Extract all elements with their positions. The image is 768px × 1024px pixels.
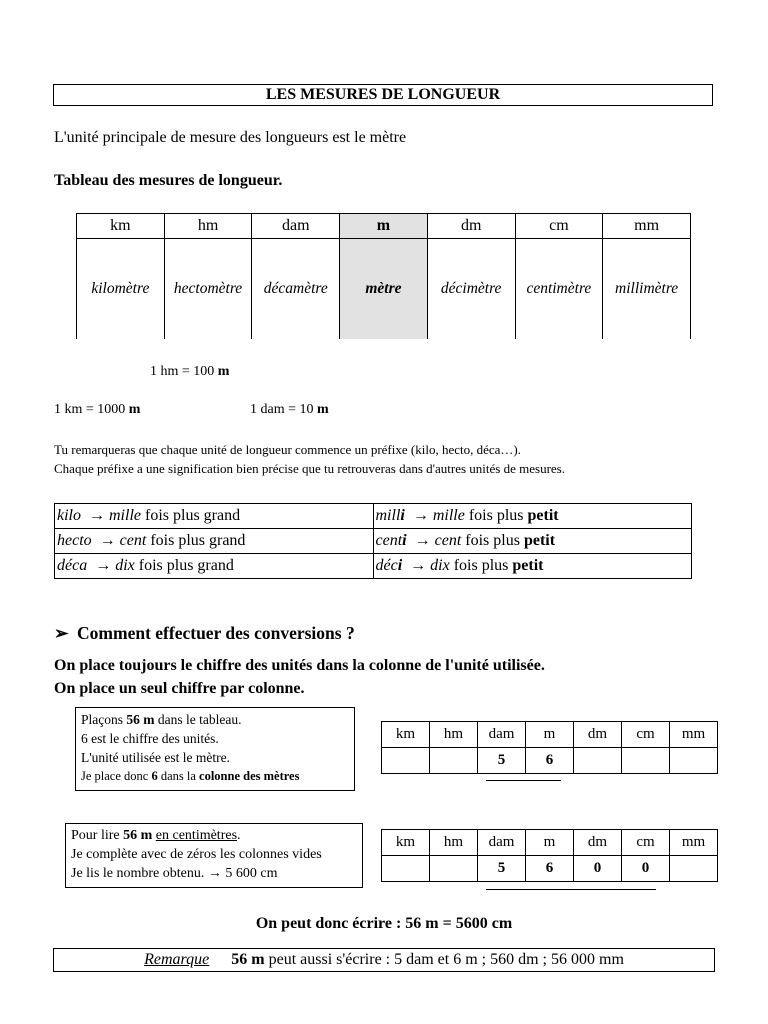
text-bold: 6 xyxy=(151,769,158,783)
unit-header: km xyxy=(382,830,430,856)
equality-unit: m xyxy=(317,402,329,417)
prefix-meaning: cent xyxy=(434,532,462,549)
conversion-header-row xyxy=(382,830,718,856)
digit-cell: 5 xyxy=(478,856,526,882)
prefix: kilo xyxy=(57,507,81,524)
conversion-table-2 xyxy=(381,829,718,882)
digit-cell: 5 xyxy=(478,748,526,774)
arrow-icon: → xyxy=(89,507,105,524)
unit-header: dam xyxy=(478,722,526,748)
box2-line3: Je lis le nombre obtenu. → 5 600 cm xyxy=(71,866,278,881)
unit-abbr: cm xyxy=(515,214,603,239)
text-bold: colonne des mètres xyxy=(199,769,300,783)
prefix-meaning: mille xyxy=(109,507,141,524)
digit-cell: 0 xyxy=(622,856,670,882)
unit-header: hm xyxy=(430,830,478,856)
conversion-heading xyxy=(54,623,355,644)
prefix-suffix: i xyxy=(397,557,403,574)
unit-header: cm xyxy=(622,830,670,856)
equality-text: 1 hm = 100 xyxy=(150,364,218,379)
unit-name: kilomètre xyxy=(77,239,165,340)
example-box-2 xyxy=(65,823,363,888)
digit-cell xyxy=(670,748,718,774)
digit-cell xyxy=(382,856,430,882)
prefix: mill xyxy=(375,507,401,524)
underline-1 xyxy=(486,780,561,781)
text-bold: 56 m xyxy=(123,828,153,843)
box1-line3: L'unité utilisée est le mètre. xyxy=(81,750,231,765)
conversion-value-row xyxy=(382,748,718,774)
text: dans la xyxy=(157,769,200,783)
box1-line1 xyxy=(81,710,349,729)
prefix-bold: petit xyxy=(527,507,559,524)
digit-cell xyxy=(382,748,430,774)
prefix-suffix: i xyxy=(402,532,407,549)
equality-km xyxy=(54,402,140,418)
unit-abbr: hm xyxy=(164,214,252,239)
digit-cell xyxy=(622,748,670,774)
box2-line2: Je complète avec de zéros les colonnes vides xyxy=(71,847,322,862)
prefix-cell xyxy=(373,529,692,554)
conversion-rule-1: On place toujours le chiffre des unités dans la colonne de l'unité utilisée. xyxy=(54,657,545,674)
remark-box xyxy=(53,948,715,972)
unit-abbr: dam xyxy=(252,214,340,239)
box2-line1 xyxy=(71,826,357,845)
remark-label: Remarque xyxy=(144,951,210,968)
intro-text: L'unité principale de mesure des longueurs est le mètre xyxy=(54,129,407,146)
table-heading: Tableau des mesures de longueur. xyxy=(54,172,283,189)
unit-name: décimètre xyxy=(427,239,515,340)
digit-cell: 6 xyxy=(526,748,574,774)
prefix-text: fois plus grand xyxy=(141,507,241,524)
text: dans le tableau. xyxy=(154,712,242,727)
unit-header: dm xyxy=(574,830,622,856)
conversion-table-1 xyxy=(381,721,718,774)
unit-header: m xyxy=(526,830,574,856)
prefix-cell xyxy=(55,529,374,554)
prefix-row xyxy=(55,529,692,554)
prefix-meaning: dix xyxy=(430,557,450,574)
prefix-note-line1: Tu remarqueras que chaque unité de longueur commence un préfixe (kilo, hecto, déca…). xyxy=(54,442,521,457)
text: . xyxy=(237,828,241,843)
prefix: déca xyxy=(57,557,88,574)
prefix-cell xyxy=(373,504,692,529)
conversion-header-row xyxy=(382,722,718,748)
prefix: cent xyxy=(375,532,403,549)
prefix-text: fois plus xyxy=(461,532,524,549)
prefix-meaning: mille xyxy=(432,507,465,524)
prefix-cell xyxy=(55,554,374,579)
prefix-row xyxy=(55,554,692,579)
prefix: hecto xyxy=(57,532,92,549)
prefix-meaning: dix xyxy=(115,557,135,574)
unit-header: dam xyxy=(478,830,526,856)
equality-text: 1 km = 1000 xyxy=(54,402,129,417)
unit-header: mm xyxy=(670,830,718,856)
equality-hm xyxy=(150,364,229,380)
prefix-text: fois plus xyxy=(464,507,528,524)
equality-unit: m xyxy=(128,402,141,417)
unit-name: hectomètre xyxy=(164,239,252,340)
example-box-1 xyxy=(75,707,355,791)
prefix-suffix: i xyxy=(400,507,405,524)
unit-header: m xyxy=(526,722,574,748)
units-table xyxy=(76,213,691,339)
digit-cell xyxy=(670,856,718,882)
page-title: LES MESURES DE LONGUEUR xyxy=(53,84,713,106)
equality-unit: m xyxy=(217,364,230,379)
prefix-table xyxy=(54,503,692,579)
units-abbr-row xyxy=(77,214,691,239)
digit-cell: 6 xyxy=(526,856,574,882)
arrow-icon: → xyxy=(410,557,427,574)
unit-header: hm xyxy=(430,722,478,748)
unit-name-highlighted: mètre xyxy=(340,239,428,340)
prefix-cell xyxy=(55,504,374,529)
text-bold: 56 m xyxy=(126,712,155,727)
prefix-note-line2: Chaque préfixe a une signification bien précise que tu retrouveras dans d'autres unités de mesures. xyxy=(54,461,565,476)
unit-abbr: dm xyxy=(427,214,515,239)
box1-line4 xyxy=(81,767,349,786)
prefix-meaning: cent xyxy=(119,532,147,549)
unit-header: mm xyxy=(670,722,718,748)
arrow-icon: → xyxy=(412,507,429,524)
text: Pour lire xyxy=(71,828,124,843)
text: Plaçons xyxy=(81,712,127,727)
unit-name: décamètre xyxy=(252,239,340,340)
prefix-text: fois plus grand xyxy=(146,532,246,549)
prefix-bold: petit xyxy=(512,557,544,574)
unit-header: cm xyxy=(622,722,670,748)
digit-cell xyxy=(430,856,478,882)
unit-abbr: km xyxy=(77,214,165,239)
arrow-icon: → xyxy=(95,557,112,574)
conclusion: On peut donc écrire : 56 m = 5600 cm xyxy=(255,915,513,932)
remark-bold: 56 m xyxy=(231,951,265,968)
unit-abbr: mm xyxy=(603,214,691,239)
conversion-rule-2: On place un seul chiffre par colonne. xyxy=(54,680,305,697)
remark-text: peut aussi s'écrire : 5 dam et 6 m ; 560 dm ; 56 000 mm xyxy=(264,951,624,968)
arrow-icon: → xyxy=(99,532,116,549)
digit-cell xyxy=(430,748,478,774)
equality-dam xyxy=(250,402,329,418)
unit-abbr-highlighted: m xyxy=(340,214,428,239)
prefix-cell xyxy=(373,554,692,579)
prefix-row xyxy=(55,504,692,529)
digit-cell xyxy=(574,748,622,774)
text-underlined: en centimètres xyxy=(155,828,238,843)
box1-line2: 6 est le chiffre des unités. xyxy=(81,731,219,746)
arrow-icon: → xyxy=(414,532,431,549)
unit-name: centimètre xyxy=(515,239,603,340)
bullet-icon: ➢ xyxy=(54,623,69,643)
digit-cell: 0 xyxy=(574,856,622,882)
unit-name: millimètre xyxy=(603,239,691,340)
conversion-value-row xyxy=(382,856,718,882)
unit-header: km xyxy=(382,722,430,748)
underline-2 xyxy=(486,889,656,890)
prefix-text: fois plus grand xyxy=(134,557,234,574)
prefix-text: fois plus xyxy=(449,557,513,574)
units-name-row xyxy=(77,239,691,340)
equality-text: 1 dam = 10 xyxy=(250,402,317,417)
conversion-heading-text: Comment effectuer des conversions ? xyxy=(77,623,355,643)
unit-header: dm xyxy=(574,722,622,748)
text: Je place donc xyxy=(81,769,152,783)
prefix-bold: petit xyxy=(523,532,556,549)
prefix: déc xyxy=(375,557,398,574)
